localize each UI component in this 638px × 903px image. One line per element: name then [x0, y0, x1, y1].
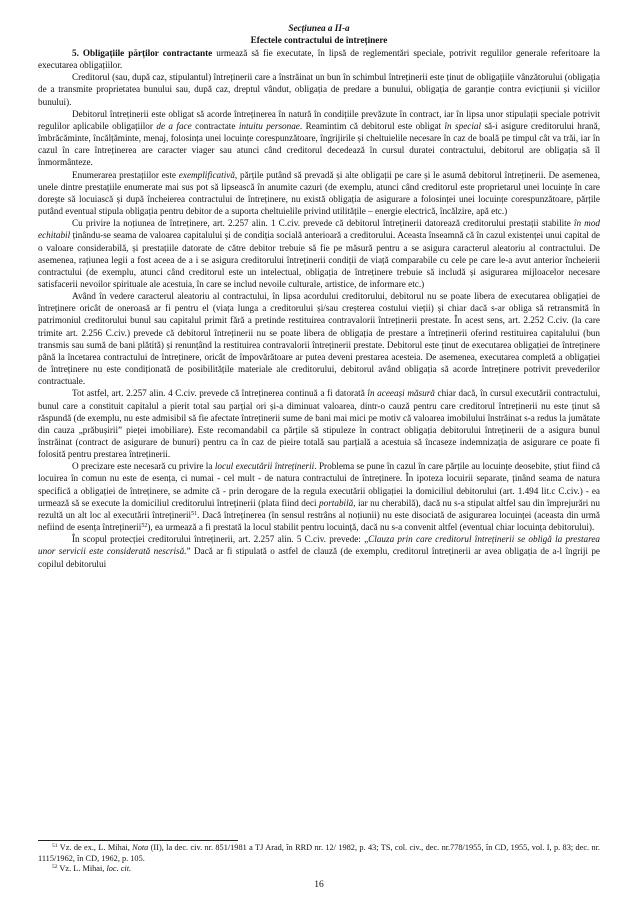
text-run: să-i asigure creditorului hrană, îmbrăcăminte, încălțăminte, menaj, folosința unei locuințe corespunzătoare, îngrijirile și cheltuielile necesare în caz de boală pe timpul cât va trăi, iar în cazul în care întreținerea are caracter viager sau atunci când creditorul decedează în cursul duratei contractului, debitorul are obligația să îl înmormânteze. — [38, 120, 600, 168]
footnote-reference: 51 — [191, 510, 198, 517]
paragraph — [38, 387, 600, 460]
text-run: în aceeași măsură — [367, 388, 435, 399]
paragraph — [38, 47, 600, 71]
paragraph — [38, 108, 600, 169]
text-run: Clauza prin care creditorul întreținerii se obligă la prestarea unor servicii este considerată nescrisă. — [38, 534, 600, 557]
paragraph — [38, 533, 600, 569]
footnote-text: Vz. L. Mihai, — [57, 864, 107, 874]
text-run: ), ea urmează a fi prestată la locul stabilit pentru locuință, dacă nu s-a convenit altfel (eventual chiar locuința debitorului). — [147, 522, 595, 533]
body-text — [38, 47, 600, 570]
text-run: În scopul protecției creditorului întreținerii, art. 2.257 alin. 5 C.civ. prevede: „ — [72, 534, 369, 545]
footnote-divider — [38, 840, 238, 841]
footnote — [38, 843, 600, 864]
text-run: Cu privire la noțiunea de întreținere, art. 2.257 alin. 1 C.civ. prevede că debitorul întreținerii datorează creditorului prestații stabilite — [72, 218, 574, 229]
text-run: ținându-se seama de valoarea capitalului și de condiția socială anterioară a creditorului. Aceasta înseamnă că în cazul existenței unui capital de o valoare considerabilă, și prestațiile datorate de către debitor trebuie să fie pe măsură pentru a se asigura caracterul aleatoriu al contractului. De asemenea, rațiunea legii a fost aceea de a i se asigura creditorului întreținerii condiții de viață comparabile cu cele pe care le-a avut anterior încheierii contractului (de exemplu, atunci când creditorul este un intelectual, obligația de întreținere trebuie să includă și asigurarea mijloacelor necesare satisfacerii nevoilor spirituale ale acestuia, în care se includ nevoile culturale, artistice, de informare etc.) — [38, 230, 600, 289]
text-run: Tot astfel, art. 2.257 alin. 4 C.civ. prevede că întreținerea continuă a fi datorată — [72, 388, 368, 399]
footnote-text-rest: (II), la dec. civ. nr. 851/1981 a TJ Arad, în RRD nr. 12/ 1982, p. 43; TS, col. civ., dec. nr.778/1955, în CD, 1955, vol. I, p. 83; dec. nr. 1115/1962, în CD, 1962, p. 105. — [38, 843, 600, 863]
text-run: , iar nu cherabilă), dacă nu s-a stipulat altfel sau din împrejurări nu rezultă un alt loc al executării întreținerii — [38, 497, 600, 520]
text-run: în mod echitabil — [38, 218, 601, 241]
footnote-number: 52 — [52, 864, 58, 871]
footnotes — [38, 843, 600, 875]
text-run: . Problema se pune în cazul în care părțile au locuințe deosebite, știut fiind că locuirea în comun nu este de esența, ci numai - cel mult - de natura contractului de întreținere. În ipoteza locuirii separate, ținând seama de natura specifică a obligației de întreținere, se admite că - prin derogare de la regula executării obligației la domiciliul debitorului (art. 1.494 lit.c C.civ.) - ea urmează să se execute la domiciliul creditorului întreținerii (plata fiind deci — [38, 461, 600, 508]
footnote-reference: 52 — [141, 523, 148, 530]
paragraph — [38, 71, 600, 107]
text-run: contractate — [191, 120, 239, 131]
text-run: în special — [444, 120, 482, 131]
text-run: urmează să fie executate, în lipsă de reglementări speciale, potrivit regulilor generale referitoare la executarea obligațiilor. — [38, 48, 600, 71]
text-run: . Dacă întreținerea (în sensul restrâns al noțiunii) nu este disociată de asigurarea locuinței (aceasta din urmă nefiind de esența întreținerii — [38, 509, 600, 533]
footnote-italic: loc. cit. — [106, 864, 132, 874]
text-run: exemplificativă — [178, 169, 235, 180]
text-run: de a face — [156, 120, 192, 131]
text-run: intuitu personae — [238, 120, 300, 131]
section-subtitle: Efectele contractului de întreținere — [250, 35, 388, 45]
text-run: Creditorul (sau, după caz, stipulantul) întreținerii care a înstrăinat un bun în schimbul întreținerii este ținut de obligațiile vânzătorului (obligația de a transmite proprietatea bunului sau, după caz, dreptul vândut, obligația de predare a bunului, obligația de garanție contra evicțiunii și viciilor bunului). — [38, 72, 600, 107]
footnote-italic: Nota — [132, 843, 149, 852]
text-run: 5. Obligațiile părților contractante — [72, 48, 213, 58]
paragraph — [38, 290, 600, 387]
text-run: Având în vedere caracterul aleatoriu al contractului, în lipsa acordului creditorului, debitorul nu se poate libera de executarea obligației de întreținere oricât de oneroasă ar fi pentru el (viața lunga a creditorului și/sau creșterea costului vieții) și chiar dacă s-ar obliga să retransmită în patrimoniul creditorului bunul sau capitalul primit fără a pretinde restituirea contravalorii întreținerii prestate. În acest sens, art. 2.252 C.civ. (la care trimite art. 2.256 C.civ.) prevede că debitorul întreținerii nu se poate libera de obligația de prestare a întreținerii oferind restituirea capitalului (bun transmis sau sumă de bani plătită) și renunțând la restituirea contravalorii întreținerii prestate. Debitorul este ținut de executarea obligației de întreținere până la încetarea contractului de întreținere, oricât de împovărătoare ar putea deveni prestarea acesteia. De asemenea, executarea completă a obligației de întreținere nu este condiționată de posibilitățile materiale ale creditorului, debitorul având obligația să acorde întreținere potrivit prevederilor contractuale. — [38, 291, 600, 387]
page-number: 16 — [314, 880, 324, 890]
paragraph — [38, 169, 600, 218]
footnote — [38, 864, 600, 875]
footnote-number: 51 — [52, 843, 58, 849]
footnote-text: Vz. de ex., L. Mihai, — [57, 843, 133, 852]
text-run: portabilă — [319, 497, 354, 508]
paragraph — [38, 460, 600, 533]
text-run: . Reamintim că debitorul este obligat — [299, 120, 445, 131]
text-run: Debitorul întreținerii este obligat să acorde întreținerea în natură în condițiile prevăzute în contract, iar în lipsa unor stipulații speciale potrivit regulilor aplicabile obligațiilor — [38, 108, 600, 131]
text-run: , părțile putând să prevadă și alte obligații pe care și le asumă debitorul întreținerii. De asemenea, unele dintre prestațiile enumerate mai sus pot să lipsească în anumite cazuri (de exemplu, atunci când creditorul este proprietarul unei locuințe în care dorește să locuiască și după încheierea contractului de întreținere, nu există obligația de asigurare a folosinței unei locuințe corespunzătoare, părțile putând eventual stipula obligația pentru debitor de a suporta cheltuielile privind utilitățile – energie electrică, încălzire, apă etc.) — [38, 169, 600, 217]
paragraph — [38, 217, 600, 290]
document-page — [38, 22, 600, 570]
text-run: O precizare este necesară cu privire la — [72, 461, 215, 472]
text-run: locul executării întreținerii — [214, 461, 315, 472]
section-title: Secțiunea a II-a — [288, 23, 350, 33]
text-run: chiar dacă, în cursul executării contractului, bunul care a constituit capitalul a pierit total sau parțial ori și-a diminuat valoarea, dintr-o cauză pentru care creditorul întreținerii nu este ținut să răspundă (de exemplu, nu este admisibil să fie afectate întreținerii sume de bani mai mici pe motiv că valoarea imobilului înstrăinat s-a redus la jumătate din cauza „prăbușirii” pieței imobiliare). Este recomandabil ca părțile să stipuleze în contract obligația debitorului întreținerii de a asigura bunul înstrăinat (contract de asigurare de bunuri) pentru ca în caz de pieire totală sau parțială a acestuia să încaseze indemnizația de asigurare ce poate fi folosită pentru prestarea întreținerii. — [38, 388, 601, 460]
text-run: Enumerarea prestațiilor este — [72, 169, 179, 180]
text-run: ” Dacă ar fi stipulată o astfel de clauză (de exemplu, creditorul întreținerii ar avea obligația de a-l îngriji pe copilul debitorului — [38, 546, 600, 569]
